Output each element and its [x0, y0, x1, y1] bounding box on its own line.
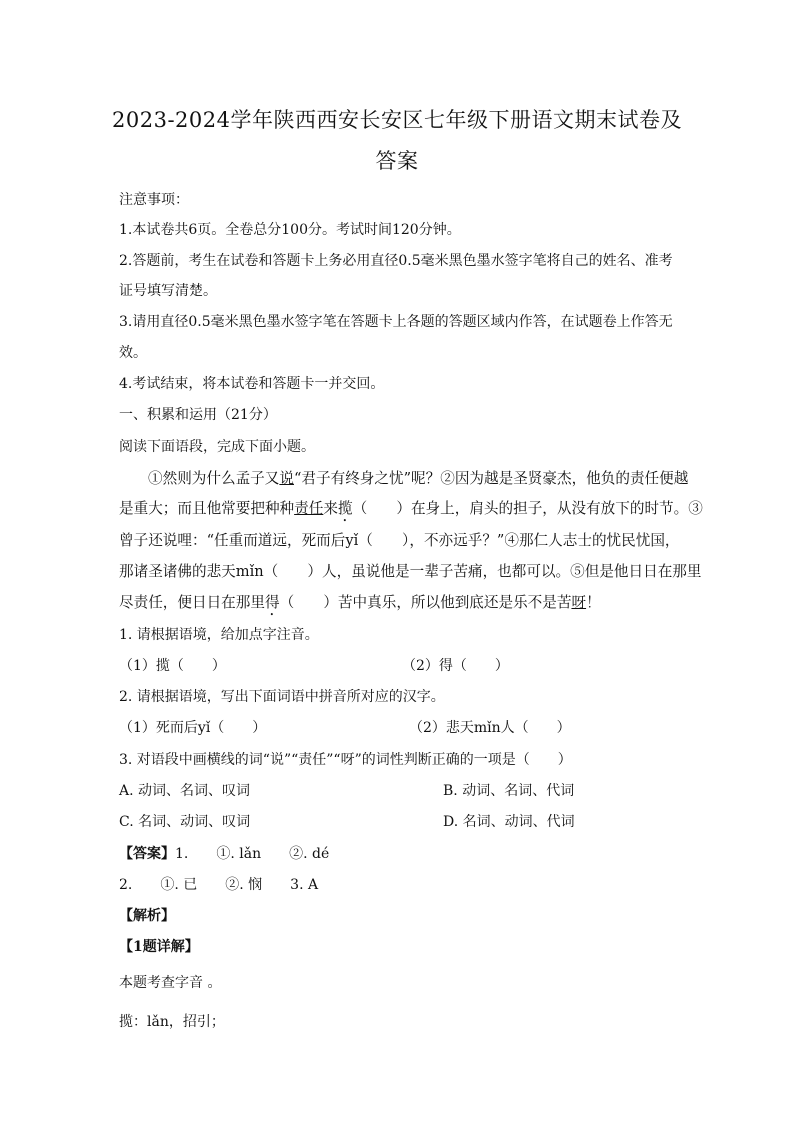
section-instruction: 阅读下面语段，完成下面小题。: [119, 439, 315, 455]
question-2-stem: 2. 请根据语境，写出下面词语中拼音所对应的汉字。: [119, 689, 445, 705]
passage-line-1: ①然则为什么孟子又说“君子有终身之忧”呢？②因为越是圣贤豪杰，他负的责任便越: [148, 470, 689, 487]
passage-line-4: 那诸圣诸佛的悲天mǐn（ ）人，虽说他是一辈子苦痛，也都可以。⑤但是他日日在那里: [119, 563, 702, 580]
question-2-part-b: （2）悲天mǐn人（ ）: [409, 720, 571, 736]
question-1-part-b: （2）得（ ）: [402, 658, 509, 674]
answer-label: 【答案】: [119, 846, 175, 862]
question-1-part-a: （1）揽（ ）: [119, 658, 226, 674]
title-line-2: 答案: [375, 149, 419, 173]
title-line-1: 2023-2024学年陕西西安长安区七年级下册语文期末试卷及: [112, 108, 682, 132]
answer-line-1: 【答案】1. ①. lǎn ②. dé: [119, 846, 330, 862]
notice-item-2-cont: 证号填写清楚。: [119, 283, 217, 299]
dotted-char-de: 得: [264, 594, 280, 611]
underlined-word-ya: 呀: [571, 594, 587, 611]
analysis-heading: 【解析】: [119, 908, 175, 924]
passage-line-3: 曾子还说哩：“任重而道远，死而后yǐ（ ），不亦远乎？”④那仁人志士的忧民忧国，: [119, 532, 680, 549]
question-3-option-a: A. 动词、名词、叹词: [119, 783, 251, 799]
notice-item-1: 1.本试卷共6页。全卷总分100分。考试时间120分钟。: [119, 222, 461, 238]
section-heading: 一、积累和运用（21分）: [119, 407, 277, 423]
underlined-word-zeren: 责任: [294, 500, 324, 517]
question-3-option-b: B. 动词、名词、代词: [443, 783, 575, 799]
question-3-option-c: C. 名词、动词、叹词: [119, 814, 251, 830]
analysis-text-2: 揽：lǎn，招引；: [119, 1014, 225, 1030]
analysis-text-1: 本题考查字音 。: [119, 975, 222, 991]
notice-item-3-cont: 效。: [119, 345, 147, 361]
question-2-part-a: （1）死而后yǐ（ ）: [119, 720, 267, 736]
question-3-stem: 3. 对语段中画横线的词“说”“责任”“呀”的词性判断正确的一项是（ ）: [119, 752, 572, 768]
notice-item-2: 2.答题前，考生在试卷和答题卡上务必用直径0.5毫米黑色墨水签字笔将自己的姓名、准考: [119, 253, 673, 269]
question-3-option-d: D. 名词、动词、代词: [443, 814, 575, 830]
underlined-word-shuo: 说: [279, 470, 294, 487]
analysis-sub-heading-1: 【1题详解】: [119, 939, 199, 955]
passage-line-2: 是重大；而且他常要把种种责任来揽（ ）在身上，肩头的担子，从没有放下的时节。③: [119, 500, 703, 517]
notice-item-4: 4.考试结束，将本试卷和答题卡一并交回。: [119, 376, 385, 392]
notice-item-3: 3.请用直径0.5毫米黑色墨水签字笔在答题卡上各题的答题区域内作答，在试题卷上作答无: [119, 314, 673, 330]
dotted-char-lan: 揽: [337, 500, 353, 517]
passage-line-5: 尽责任，便日日在那里得（ ）苦中真乐，所以他到底还是乐不是苦呀！: [119, 594, 601, 611]
notice-heading: 注意事项：: [119, 192, 189, 208]
question-1-stem: 1. 请根据语境，给加点字注音。: [119, 627, 319, 643]
answer-line-2: 2. ①. 已 ②. 悯 3. A: [119, 877, 319, 893]
